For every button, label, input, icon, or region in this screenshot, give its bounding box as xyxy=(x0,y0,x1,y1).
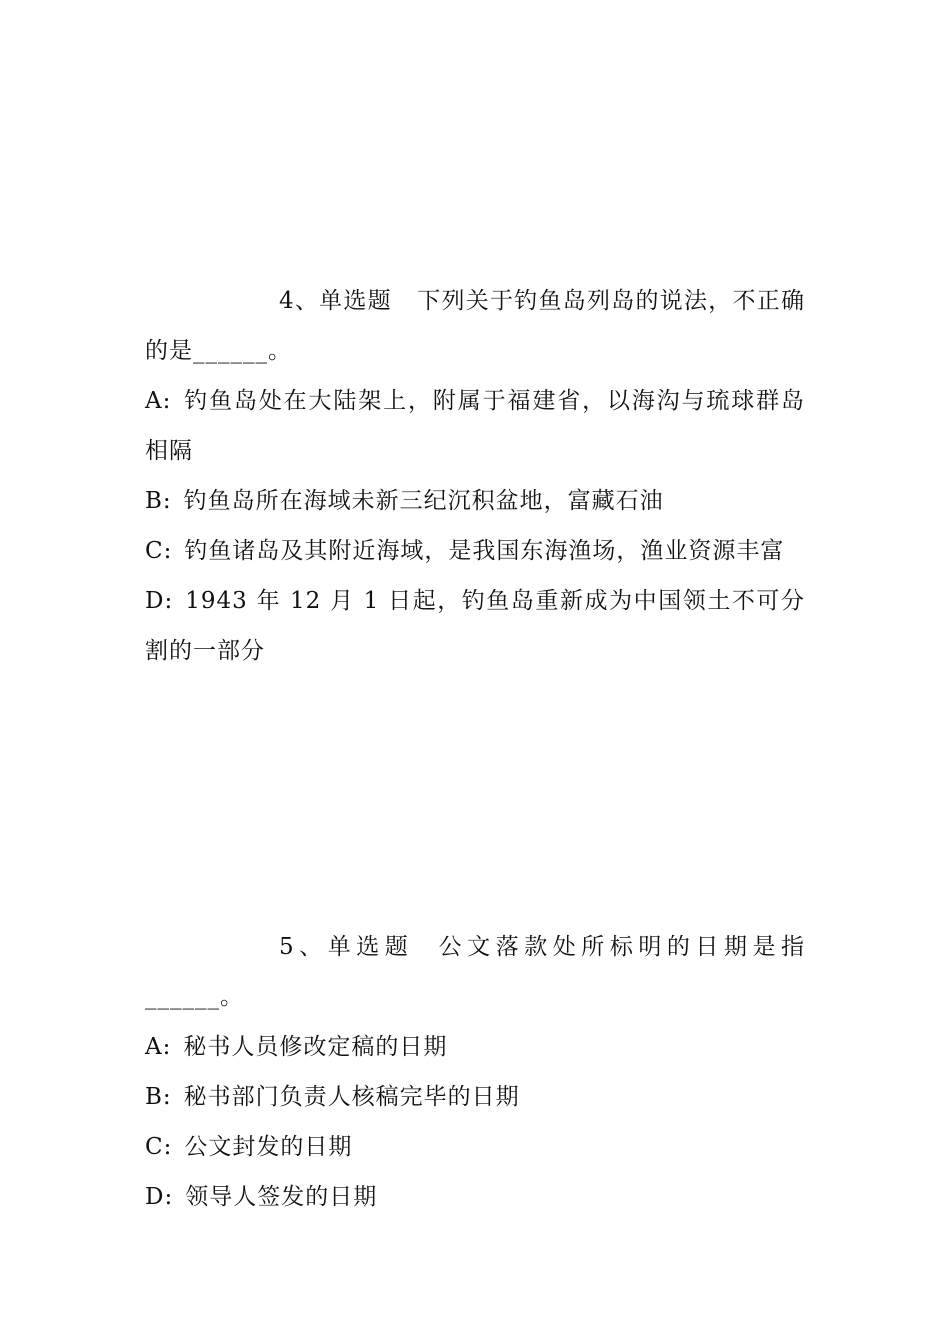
question-number: 5 xyxy=(279,934,295,960)
option-text: 领导人签发的日期 xyxy=(185,1184,378,1210)
option-letter: A: xyxy=(145,388,172,414)
question-number: 4 xyxy=(279,288,295,314)
option-letter: D: xyxy=(145,1184,174,1210)
option-letter: C: xyxy=(145,538,173,564)
question-text: 下列关于钓鱼岛列岛的说法，不正确的是______。 xyxy=(145,288,806,364)
question-stem: 5、单选题 公文落款处所标明的日期是指______。 xyxy=(145,934,806,1010)
option-text: 钓鱼岛处在大陆架上，附属于福建省，以海沟与琉球群岛相隔 xyxy=(145,388,805,464)
option-text: 钓鱼诸岛及其附近海域，是我国东海渔场，渔业资源丰富 xyxy=(184,538,785,564)
option-text: 秘书人员修改定稿的日期 xyxy=(183,1034,448,1060)
option-letter: B: xyxy=(145,1084,172,1110)
question-type: 单选题 xyxy=(327,934,414,960)
option-text: 公文封发的日期 xyxy=(184,1134,353,1160)
option-b xyxy=(145,476,805,526)
option-text: 钓鱼岛所在海域未新三纪沉积盆地，富藏石油 xyxy=(183,488,664,514)
option-letter: A: xyxy=(145,1034,172,1060)
question-4 xyxy=(145,276,805,676)
question-stem: 4、单选题 下列关于钓鱼岛列岛的说法，不正确的是______。 xyxy=(145,288,806,364)
option-c xyxy=(145,526,805,576)
option-a xyxy=(145,1022,805,1072)
option-c xyxy=(145,1122,805,1172)
option-text: 1943 年 12 月 1 日起，钓鱼岛重新成为中国领土不可分割的一部分 xyxy=(145,588,805,664)
option-letter: B: xyxy=(145,488,172,514)
option-letter: D: xyxy=(145,588,174,614)
option-a xyxy=(145,376,805,476)
question-type: 单选题 xyxy=(319,288,392,314)
option-letter: C: xyxy=(145,1134,173,1160)
question-5 xyxy=(145,922,805,1222)
option-b xyxy=(145,1072,805,1122)
option-d xyxy=(145,576,805,676)
question-text: 公文落款处所标明的日期是指______。 xyxy=(145,934,806,1010)
option-d xyxy=(145,1172,805,1222)
option-text: 秘书部门负责人核稿完毕的日期 xyxy=(183,1084,520,1110)
